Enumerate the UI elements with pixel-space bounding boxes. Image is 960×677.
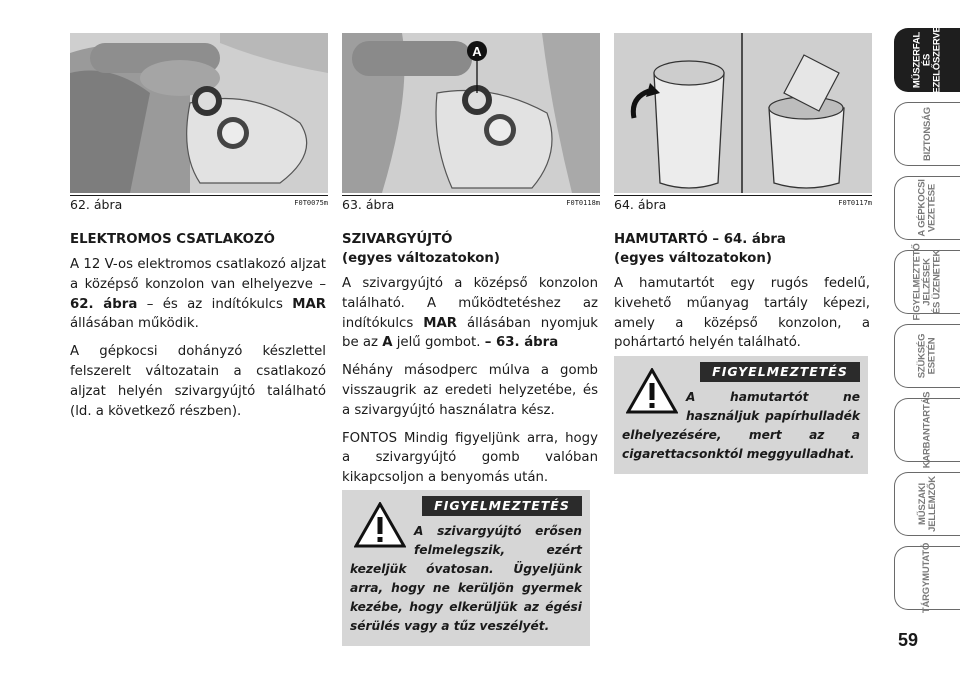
- paragraph: Néhány másodperc múlva a gomb visszaugrik az eredeti helyzetébe, és a szivargyújtó használatra kész.: [342, 363, 598, 418]
- section-heading: HAMUTARTÓ – 64. ábra (egyes változatokon): [614, 232, 786, 266]
- figure-64-image: [614, 33, 872, 193]
- figure-62-caption: [70, 195, 328, 211]
- figure-64-caption: [614, 195, 872, 211]
- tab-index[interactable]: TÁRGYMUTATÓ: [894, 546, 960, 610]
- section-heading: SZIVARGYÚJTÓ (egyes változatokon): [342, 232, 500, 266]
- callout-A: A: [472, 44, 482, 59]
- tab-dashboard-controls[interactable]: MŰSZERFAL ÉS KEZELŐSZERVEK: [894, 28, 960, 92]
- figure-code: F0T0118m: [566, 199, 600, 207]
- column-cigarette-lighter: [342, 230, 598, 496]
- figure-code: F0T0117m: [838, 199, 872, 207]
- column-ashtray: [614, 230, 870, 361]
- warning-triangle-icon: [626, 368, 678, 414]
- chapter-tabs: [894, 19, 960, 620]
- paragraph: A szivargyújtó a középső konzolon található. A működtetéshez az indítókulcs MAR állásában nyomjuk be az A jelű gombot. – 63. ábra: [342, 276, 599, 351]
- warning-box-ashtray: [614, 356, 868, 474]
- page-number: 59: [898, 630, 919, 650]
- warning-text: A hamutartót ne használjuk papírhulladék elhelyezésére, mert az a cigarettacsonktól meggyulladhat.: [622, 390, 860, 461]
- paragraph: A 12 V-os elektromos csatlakozó aljzat a középső konzolon van elhelyezve – 62. ábra – és az indítókulcs MAR állásában működik.: [70, 257, 326, 332]
- figure-62-image: [70, 33, 328, 193]
- tab-warning-lights[interactable]: FIGYELMEZTETŐ JELZÉSEK ÉS ÜZENETEK: [894, 250, 960, 314]
- figure-63-image: [342, 33, 600, 193]
- tab-driving[interactable]: A GÉPKOCSI VEZETÉSE: [894, 176, 960, 240]
- figure-caption: 64. ábra: [614, 197, 667, 212]
- tab-technical-specs[interactable]: MŰSZAKI JELLEMZŐK: [894, 472, 960, 536]
- warning-title: FIGYELMEZTETÉS: [422, 496, 582, 516]
- figure-63-caption: [342, 195, 600, 211]
- figure-caption: 62. ábra: [70, 197, 123, 212]
- tab-safety[interactable]: BIZTONSÁG: [894, 102, 960, 166]
- paragraph: A gépkocsi dohányzó készlettel felszerelt változatain a csatlakozó aljzat helyén szivargyújtó található (ld. a következő részben).: [70, 344, 326, 419]
- warning-box-lighter: [342, 490, 590, 646]
- warning-title: FIGYELMEZTETÉS: [700, 362, 860, 382]
- paragraph: A hamutartót egy rugós fedelű, kivehető műanyag tartály képezi, amely a középső konzolon, a pohártartó helyén található.: [614, 276, 870, 351]
- column-electric-socket: [70, 230, 326, 429]
- figure-caption: 63. ábra: [342, 197, 395, 212]
- paragraph: FONTOS Mindig figyeljünk arra, hogy a szivargyújtó gomb valóban kikapcsoljon a benyomás után.: [342, 430, 598, 486]
- tab-maintenance[interactable]: KARBANTARTÁS: [894, 398, 960, 462]
- warning-text: A szivargyújtó erősen felmelegszik, ezért kezeljük óvatosan. Ügyeljünk arra, hogy ne kerüljön gyermek kezébe, hogy elkerüljük az égési sérülés vagy a tűz veszélyét.: [350, 524, 582, 633]
- warning-triangle-icon: [354, 502, 406, 548]
- section-heading: ELEKTROMOS CSATLAKOZÓ: [70, 232, 275, 247]
- figure-code: F0T0075m: [294, 199, 328, 207]
- tab-emergency[interactable]: SZÜKSÉG ESETÉN: [894, 324, 960, 388]
